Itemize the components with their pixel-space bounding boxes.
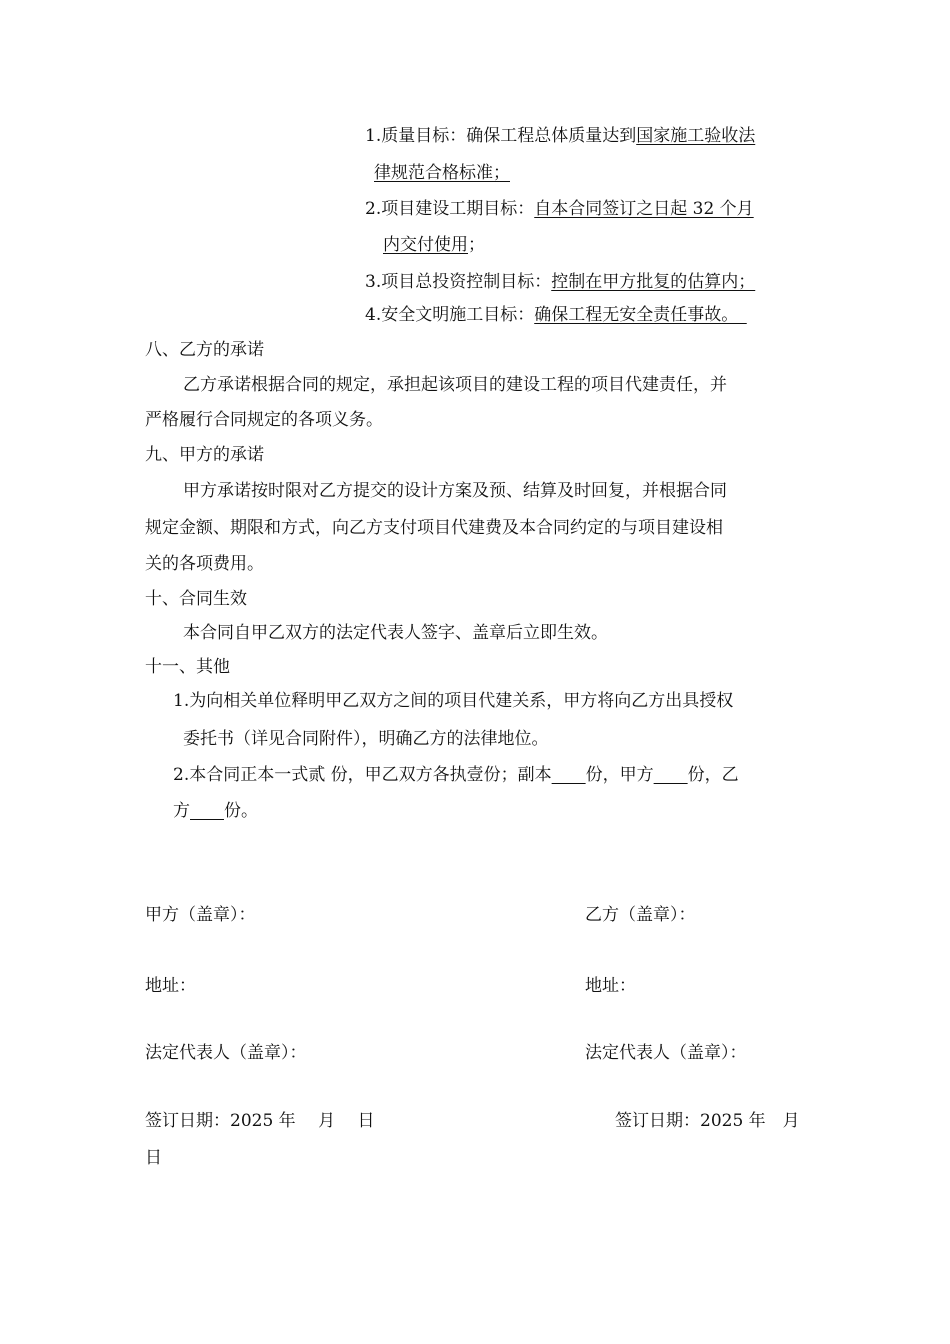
- party-a-rep-label: 法定代表人（盖章）：: [145, 1043, 307, 1063]
- goal-schedule-line2: [383, 237, 485, 254]
- section11-item1-line2: 委托书（详见合同附件），明确乙方的法律地位。: [183, 729, 549, 749]
- section11-item1-line1: 1.为向相关单位释明甲乙双方之间的项目代建关系，甲方将向乙方出具授权: [173, 691, 734, 711]
- goal-safety-label: 4.安全文明施工目标：: [365, 305, 535, 325]
- party-b-date-wrap: 日: [145, 1148, 162, 1168]
- section11-heading: 十一、其他: [145, 657, 230, 677]
- blank-copies-party-b: [190, 801, 224, 821]
- goal-schedule-suffix: ；: [468, 235, 485, 255]
- party-b-address-label: 地址：: [585, 976, 636, 996]
- item2-text-e: 份。: [224, 801, 258, 821]
- goal-quality-value: 国家施工验收法: [636, 126, 756, 146]
- section8-heading: 八、乙方的承诺: [145, 340, 264, 360]
- party-b-date: 签订日期：2025 年 月: [615, 1111, 800, 1131]
- section8-para-line2: 严格履行合同规定的各项义务。: [145, 410, 383, 430]
- goal-schedule-line1: [365, 201, 754, 218]
- goal-safety-value: 确保工程无安全责任事故。: [534, 305, 747, 325]
- item2-text-d: 方: [173, 801, 190, 821]
- goal-investment-value: 控制在甲方批复的估算内；: [551, 272, 756, 292]
- section9-para-line2: 规定金额、期限和方式，向乙方支付项目代建费及本合同约定的与项目建设相: [145, 518, 723, 538]
- item2-text-c: 份，乙: [687, 765, 739, 785]
- goal-safety: [365, 307, 747, 324]
- section11-item2-line1: [173, 767, 739, 784]
- goal-quality-line1: [365, 128, 755, 145]
- section10-heading: 十、合同生效: [145, 589, 247, 609]
- section8-para-line1: 乙方承诺根据合同的规定，承担起该项目的建设工程的项目代建责任，并: [183, 375, 727, 395]
- party-b-rep-label: 法定代表人（盖章）：: [585, 1043, 747, 1063]
- party-a-address-label: 地址：: [145, 976, 196, 996]
- section9-para-line3: 关的各项费用。: [145, 554, 264, 574]
- section10-para: 本合同自甲乙双方的法定代表人签字、盖章后立即生效。: [183, 623, 608, 643]
- goal-schedule-value: 自本合同签订之日起 32 个月: [534, 199, 754, 219]
- goal-quality-label: 1.质量目标：确保工程总体质量达到: [365, 126, 637, 146]
- goal-schedule-label: 2.项目建设工期目标：: [365, 199, 535, 219]
- party-a-date: 签订日期：2025 年 月 日: [145, 1111, 375, 1131]
- section9-heading: 九、甲方的承诺: [145, 445, 264, 465]
- item2-text-a: 2.本合同正本一式贰 份，甲乙双方各执壹份；副本: [173, 765, 552, 785]
- goal-investment: [365, 274, 755, 291]
- party-b-seal-label: 乙方（盖章）：: [585, 905, 696, 925]
- goal-investment-label: 3.项目总投资控制目标：: [365, 272, 552, 292]
- section11-item2-line2: [173, 803, 258, 820]
- section9-para-line1: 甲方承诺按时限对乙方提交的设计方案及预、结算及时回复，并根据合同: [183, 481, 727, 501]
- goal-quality-line2: 律规范合格标准；: [374, 163, 510, 183]
- blank-copies-party-a: [654, 765, 688, 785]
- blank-copies-total: [552, 765, 586, 785]
- party-a-seal-label: 甲方（盖章）：: [145, 905, 256, 925]
- goal-schedule-value-cont: 内交付使用: [383, 235, 468, 255]
- item2-text-b: 份，甲方: [585, 765, 654, 785]
